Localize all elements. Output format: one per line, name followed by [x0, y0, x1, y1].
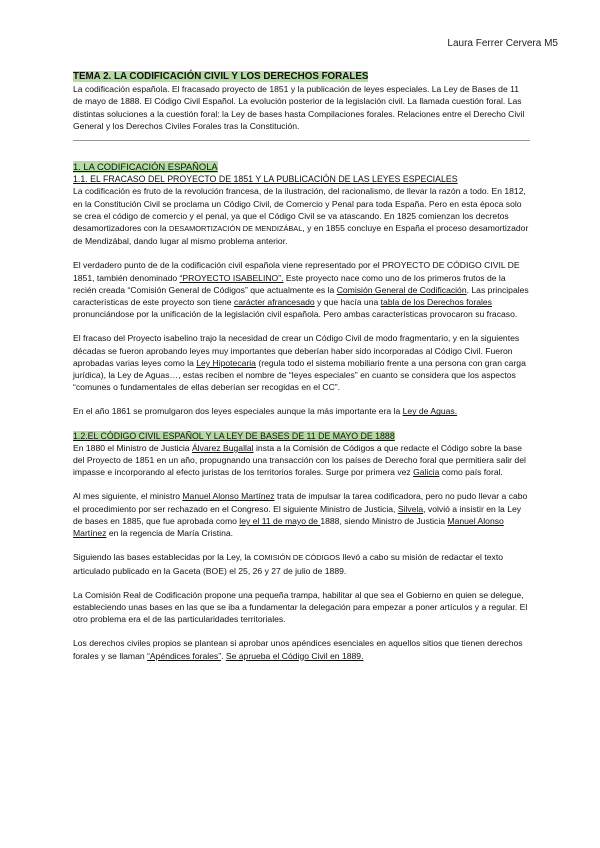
underlined-term: Se aprueba el Código Civil en 1889. [225, 650, 364, 661]
underlined-term: Manuel Alonso Martínez [73, 515, 504, 539]
title-line [73, 70, 530, 83]
underlined-term: Galicia [413, 467, 440, 478]
paragraph-1 [73, 185, 530, 247]
intro-paragraph: La codificación española. El fracasado proyecto de 1851 y la publicación de leyes especiales. La Ley de Bases de 11 de mayo de 1888. El Código Civil Español. La evolución posterior de la legislación civil. La llamada cuestión foral. Las distintas soluciones a la cuestión foral: la Ley de bases hasta Compilaciones forales. Relaciones entre el Derecho Civil General y los Derechos Civiles Forales tras la Constitución. [73, 84, 525, 131]
text-run: Este proyecto nace como uno de los primeros frutos de la recién creada “Comisión General de Códigos” que actualmente es la [73, 272, 506, 295]
text-run: . Las principales características de este proyecto son tiene [73, 284, 529, 308]
text-run: En 1880 el Ministro de Justicia [73, 442, 192, 453]
paragraph-9 [73, 637, 530, 661]
paragraph-8: La Comisión Real de Codificación propone una pequeña trampa, habilitar al que sea el Gobierno en quien se delegue, estableciendo unas bases en las que se iba a fundamentar la delegación para empezar a poner artículos y a regular. El otro problema era el de las particularidades territoriales. [73, 589, 528, 625]
subsection-1-1-heading [73, 173, 530, 185]
text-run: El verdadero punto de de la codificación civil española viene representado por el PROYECTO DE CÓDIGO CIVIL DE 1851, también denominado [73, 260, 520, 283]
divider [73, 140, 530, 141]
text-run: Al mes siguiente, el ministro [73, 491, 183, 502]
paragraph-7 [73, 551, 530, 576]
underlined-term: “Apéndices forales” [147, 650, 222, 661]
text-run: En el año 1861 se promulgaron dos leyes especiales aunque la más importante era la [73, 406, 403, 417]
text-run: Los derechos civiles propios se plantean si aprobar unos apéndices esenciales en aquellos sitios que tienen derechos forales y se llaman [73, 638, 523, 661]
text-run: en la regencia de María Cristina. [106, 528, 234, 539]
text-run: El fracaso del Proyecto isabelino trajo la necesidad de crear un Código Civil de modo fragmentario, y en la siguientes décadas se fueron aprobando leyes muy importantes que deberían haber sido incorporadas al Código Civil. Fueron aprobadas varias leyes como la [73, 333, 520, 368]
underlined-term: “PROYECTO ISABELINO”. [179, 272, 284, 283]
text-run: trata de impulsar la tarea codificadora, pero no pudo llevar a cabo el procedimiento por ser rechazado en el Congreso. El siguiente Ministro de Justicia, [73, 491, 528, 514]
text-run: , volvió a insistir en la Ley de bases en 1885, que fue aprobada como [73, 503, 522, 526]
text-run-smallcaps: DESAMORTIZACIÓN DE MENDIZÁBAL [169, 224, 303, 234]
text-run: pronunciándose por la unificación de la legislación civil española. Pero ambas características provocaron su fracaso. [73, 309, 518, 320]
text-run: 1888, siendo Ministro de Justicia [320, 515, 448, 526]
text-run: como país foral. [439, 467, 503, 478]
text-run: , y en 1855 concluye en España el proceso desamortizador de Mendizábal, dando lugar al mismo problema anterior. [73, 223, 529, 247]
text-run: La codificación es fruto de la revolución francesa, de la ilustración, del racionalismo, de llevar la razón a todo. En 1812, en la Constitución Civil se proclama un Código Civil, de Comercio y Penal para toda España. Pero en esta época solo se crea el código de comercio y el penal, ya que el Código Civil se va atascando. En 1825 comienzan los decretos desamortizadores con la [73, 186, 526, 234]
underlined-term: Manuel Alonso Martínez [182, 491, 275, 502]
text-run: (regula todo el sistema mobiliario frente a una persona con gran carga jurídica), la Ley de Aguas…, estas reciben el nombre de “leyes especiales” en cuanto se considera que los aspectos “comunes o fundamentales de ellas deberían ser recogidas en el CC”. [73, 357, 526, 393]
underlined-term: Comisión General de Codificación [336, 284, 467, 295]
text-run: Siguiendo las bases establecidas por la Ley, la [73, 552, 254, 563]
section-1-heading: 1. LA CODIFICACIÓN ESPAÑOLA [73, 161, 218, 173]
text-run-smallcaps: COMISIÓN DE CÓDIGOS [253, 553, 341, 563]
text-run: llevó a cabo su misión de redactar el texto articulado publicado en la Gaceta (BOE) el 25, 26 y 27 de julio de 1889. [73, 552, 503, 576]
text-run: y que hacía una [314, 297, 381, 308]
paragraph-2 [73, 259, 530, 320]
text-run: insta a la Comisión de Códigos a que redacte el Código sobre la base del Proyecto de 1851 en un año, propugnando una transacción con los países de Derecho foral que permitiera salir del impasse e incorporando al efecto juristas de los territorios forales. Surge por primera vez [73, 442, 526, 478]
paragraph-5 [73, 442, 530, 479]
underlined-term: Ley de Aguas. [402, 406, 458, 417]
paragraph-3 [73, 332, 530, 393]
paragraph-6 [73, 490, 530, 539]
underlined-term: Álvarez Bugallal [191, 442, 254, 453]
underlined-term: tabla de los Derechos forales [380, 297, 492, 308]
document-title: TEMA 2. LA CODIFICACIÓN CIVIL Y LOS DERECHOS FORALES [73, 71, 369, 82]
subsection-1-2-heading [73, 430, 530, 442]
text-run: . [221, 650, 226, 661]
document-body [73, 70, 530, 674]
paragraph-4 [73, 405, 530, 417]
subsection-1-1-text: 1.1. EL FRACASO DEL PROYECTO DE 1851 Y LA PUBLICACIÓN DE LAS LEYES ESPECIALES [73, 174, 458, 185]
underlined-term: Ley Hipotecaria [196, 357, 256, 368]
author-header: Laura Ferrer Cervera M5 [447, 38, 558, 49]
underlined-term: carácter afrancesado [233, 297, 315, 308]
underlined-term: ley el 11 de mayo de [239, 515, 321, 526]
underlined-term: Silvela [397, 503, 424, 514]
subsection-1-2-text: 1.2.EL CÓDIGO CIVIL ESPAÑOL Y LA LEY DE BASES DE 11 DE MAYO DE 1888 [73, 430, 395, 441]
